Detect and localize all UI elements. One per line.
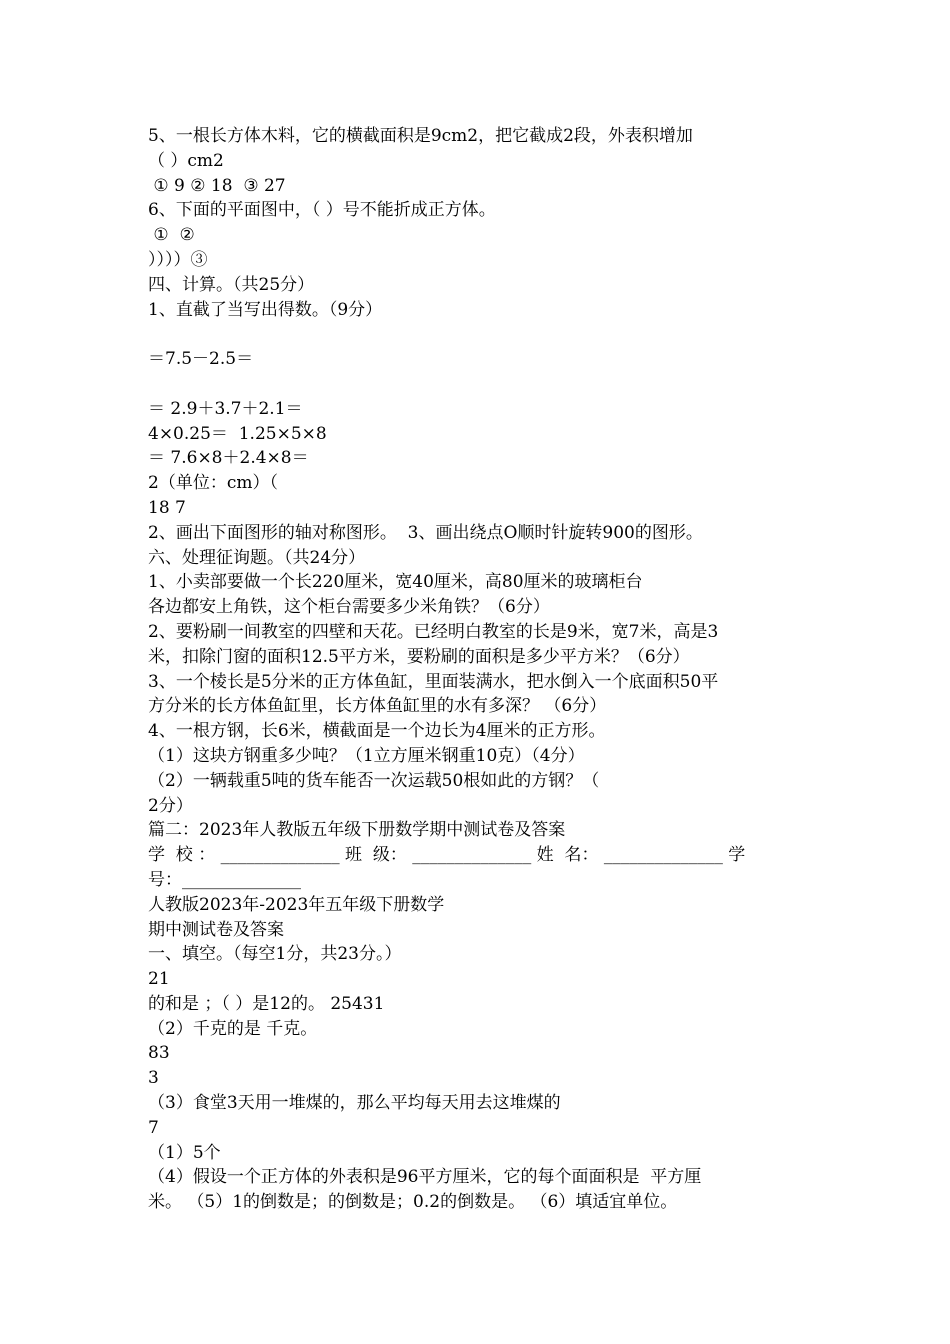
text-line: 各边都安上角铁，这个柜台需要多少米角铁？（6分）: [148, 597, 550, 618]
student-info-fields: 号：______________: [148, 869, 301, 890]
document-title: 篇二：2023年人教版五年级下册数学期中测试卷及答案: [148, 820, 566, 841]
text-line: （3）食堂3天用一堆煤的，那么平均每天用去这堆煤的: [148, 1093, 561, 1114]
section-heading: 六、处理征询题。（共24分）: [148, 547, 366, 568]
text-line: ① 9 ② 18 ③ 27: [148, 175, 286, 196]
text-line: 18 7: [148, 497, 186, 518]
text-line: （2）一辆载重5吨的货车能否一次运载50根如此的方钢？（: [148, 770, 600, 791]
text-line: 的和是 ；（ ）是12的。 25431: [148, 993, 385, 1014]
text-line: （1）5个: [148, 1142, 221, 1163]
text-line: 7: [148, 1117, 159, 1138]
text-line: 2、画出下面图形的轴对称图形。 3、画出绕点O顺时针旋转900的图形。: [148, 522, 703, 543]
text-line: （1）这块方钢重多少吨？（1立方厘米钢重10克）（4分）: [148, 745, 585, 766]
text-line: 6、下面的平面图中，（ ）号不能折成正方体。: [148, 200, 496, 221]
text-line: 83: [148, 1043, 170, 1064]
blank-line: [148, 322, 808, 347]
text-line: （2）千克的是 千克。: [148, 1018, 318, 1039]
text-line: 2（单位：cm）（: [148, 473, 278, 494]
text-line: （ ）cm2: [148, 150, 224, 171]
text-line: 米，扣除门窗的面积12.5平方米，要粉刷的面积是多少平方米？（6分）: [148, 646, 690, 667]
text-line: ））））③: [148, 249, 208, 270]
text-line: ＝ 2.9＋3.7＋2.1＝: [148, 398, 303, 419]
text-line: 5、一根长方体木料，它的横截面积是9cm2，把它截成2段，外表积增加: [148, 126, 693, 146]
text-line: 4×0.25＝ 1.25×5×8: [148, 423, 327, 444]
text-line: 米。 （5）1的倒数是；的倒数是；0.2的倒数是。 （6）填适宜单位。: [148, 1192, 678, 1213]
text-line: 21: [148, 969, 170, 990]
text-line: ＝7.5－2.5＝: [148, 349, 254, 370]
document-title: 期中测试卷及答案: [148, 919, 284, 940]
text-line: 方分米的长方体鱼缸里，长方体鱼缸里的水有多深？ （6分）: [148, 696, 607, 717]
student-info-fields: 学 校 ： ______________ 班 级： ______________ 姓 名： ______________ 学: [148, 845, 746, 866]
text-line: 2分）: [148, 795, 193, 816]
text-line: 4、一根方钢，长6米，横截面是一个边长为4厘米的正方形。: [148, 721, 606, 742]
document-page: [148, 124, 808, 1215]
blank-line: [148, 372, 808, 397]
section-heading: 四、计算。（共25分）: [148, 274, 315, 295]
text-line: ＝ 7.6×8＋2.4×8＝: [148, 448, 309, 469]
document-title: 人教版2023年-2023年五年级下册数学: [148, 894, 445, 915]
text-line: 3、一个棱长是5分米的正方体鱼缸，里面装满水，把水倒入一个底面积50平: [148, 671, 719, 692]
text-line: 3: [148, 1068, 159, 1089]
text-line: 2、要粉刷一间教室的四壁和天花。已经明白教室的长是9米，宽7米，高是3: [148, 621, 719, 642]
text-line: ① ②: [148, 225, 195, 246]
text-line: 1、直截了当写出得数。（9分）: [148, 299, 383, 320]
text-line: （4）假设一个正方体的外表积是96平方厘米，它的每个面面积是 平方厘: [148, 1167, 702, 1188]
text-line: 1、小卖部要做一个长220厘米，宽40厘米，高80厘米的玻璃柜台: [148, 572, 643, 593]
section-heading: 一、填空。（每空1分，共23分。）: [148, 944, 402, 965]
